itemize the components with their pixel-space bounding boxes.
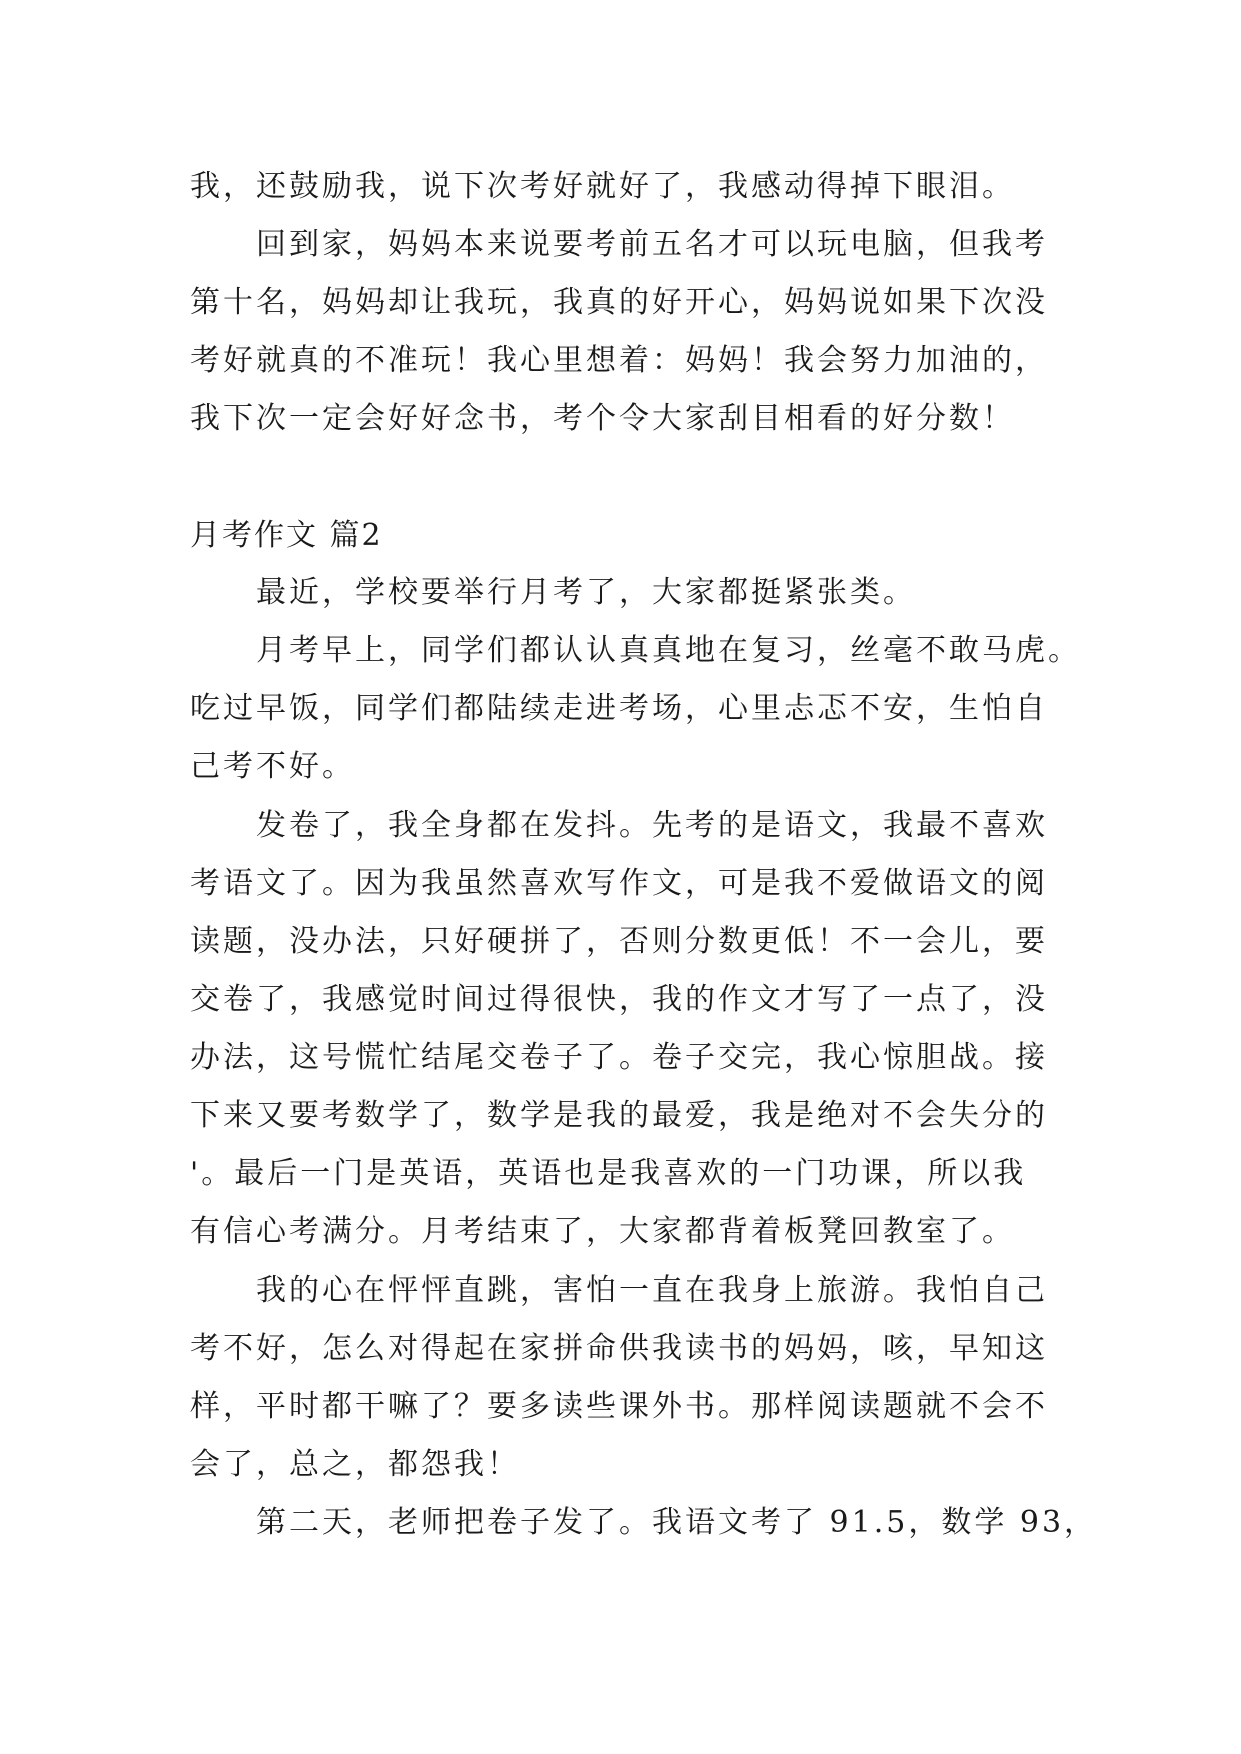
paragraph-line: 月考早上，同学们都认认真真地在复习，丝毫不敢马虎。 bbox=[256, 633, 1081, 668]
paragraph-line: 回到家，妈妈本来说要考前五名才可以玩电脑，但我考 bbox=[256, 227, 1048, 262]
paragraph-line: 读题，没办法，只好硬拼了，否则分数更低！不一会儿，要 bbox=[190, 924, 1048, 959]
paragraph-line: 第十名，妈妈却让我玩，我真的好开心，妈妈说如果下次没 bbox=[190, 285, 1048, 320]
paragraph-line: 办法，这号慌忙结尾交卷子了。卷子交完，我心惊胆战。接 bbox=[190, 1040, 1048, 1075]
paragraph-line: 我的心在怦怦直跳，害怕一直在我身上旅游。我怕自己 bbox=[256, 1273, 1048, 1308]
paragraph-line: 发卷了，我全身都在发抖。先考的是语文，我最不喜欢 bbox=[256, 808, 1048, 843]
paragraph-line: 交卷了，我感觉时间过得很快，我的作文才写了一点了，没 bbox=[190, 982, 1048, 1017]
paragraph-line: 考语文了。因为我虽然喜欢写作文，可是我不爱做语文的阅 bbox=[190, 866, 1048, 901]
paragraph-line: 考不好，怎么对得起在家拼命供我读书的妈妈，咳，早知这 bbox=[190, 1331, 1048, 1366]
paragraph-line: '。最后一门是英语，英语也是我喜欢的一门功课，所以我 bbox=[190, 1156, 1027, 1191]
paragraph-line: 有信心考满分。月考结束了，大家都背着板凳回教室了。 bbox=[190, 1214, 1015, 1249]
section-heading: 月考作文 篇2 bbox=[190, 518, 383, 553]
paragraph-line: 己考不好。 bbox=[190, 749, 355, 784]
paragraph-line: 第二天，老师把卷子发了。我语文考了 91.5，数学 93， bbox=[256, 1505, 1098, 1540]
paragraph-line: 最近，学校要举行月考了，大家都挺紧张类。 bbox=[256, 575, 916, 610]
paragraph-line: 我下次一定会好好念书，考个令大家刮目相看的好分数！ bbox=[190, 401, 1015, 436]
paragraph-line: 考好就真的不准玩！我心里想着：妈妈！我会努力加油的， bbox=[190, 343, 1048, 378]
paragraph-line: 我，还鼓励我，说下次考好就好了，我感动得掉下眼泪。 bbox=[190, 169, 1015, 204]
paragraph-line: 会了，总之，都怨我！ bbox=[190, 1447, 520, 1482]
paragraph-line: 样，平时都干嘛了？要多读些课外书。那样阅读题就不会不 bbox=[190, 1389, 1048, 1424]
paragraph-line: 下来又要考数学了，数学是我的最爱，我是绝对不会失分的 bbox=[190, 1098, 1048, 1133]
paragraph-line: 吃过早饭，同学们都陆续走进考场，心里忐忑不安，生怕自 bbox=[190, 691, 1048, 726]
